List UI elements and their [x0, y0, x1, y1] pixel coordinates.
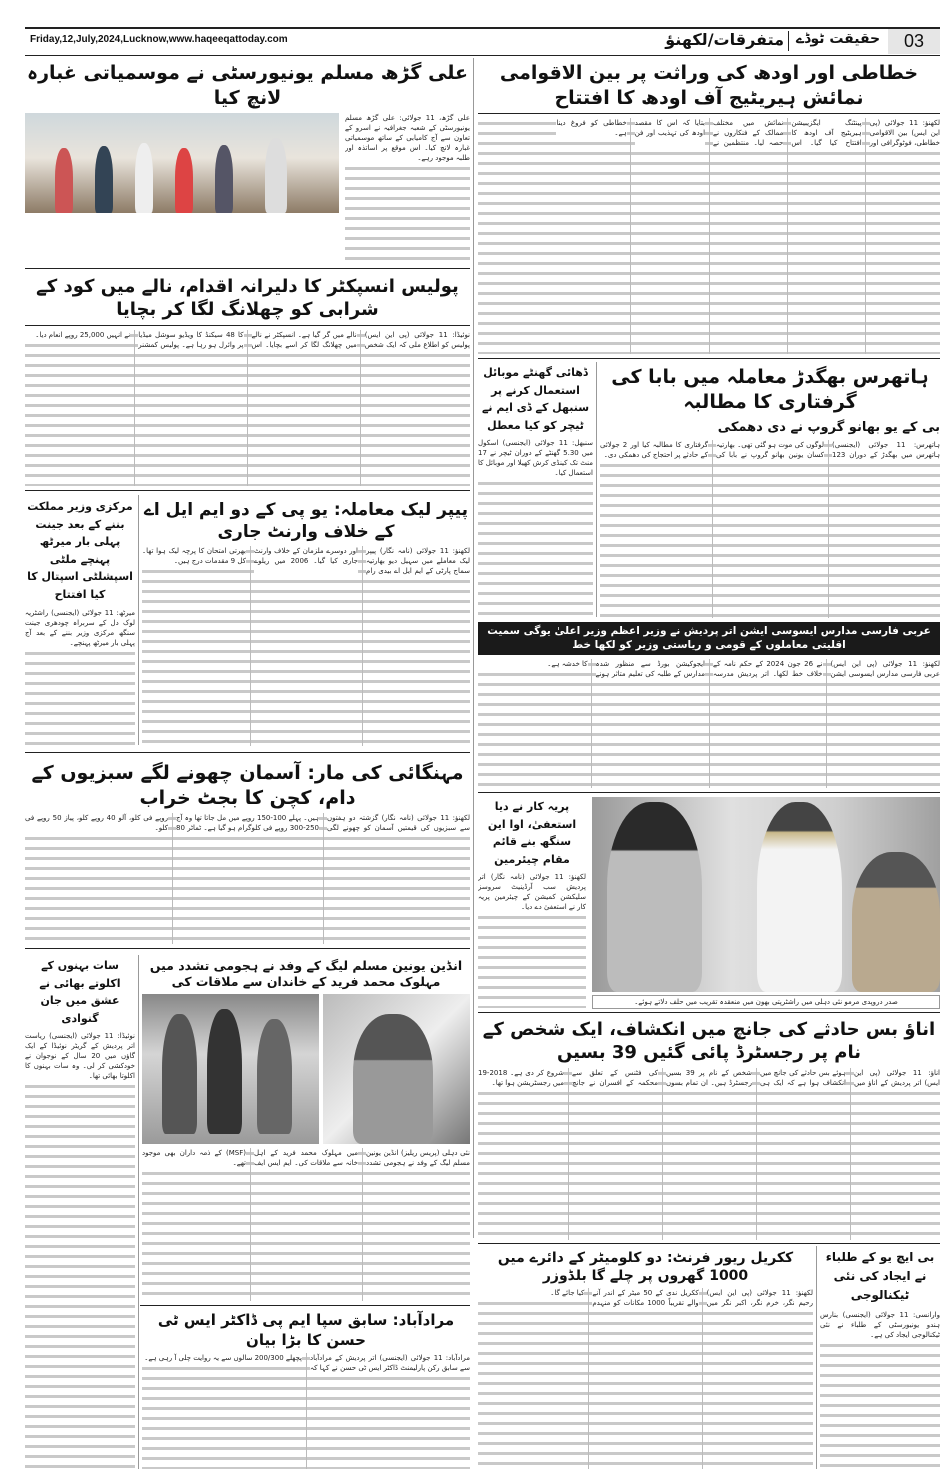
article-body-sambhal: سنبھل: 11 جولائی (ایجنسی) اسکول میں 5.30 گھنٹے کے دوران ٹیچر نے 17 منٹ تک کینڈی کرش کھیلا اور موبائل کا استعمال کیا۔: [478, 438, 593, 618]
article-body-police: نوئیڈا: 11 جولائی (پی این ایس) پولیس کو اطلاع ملی کہ ایک شخص نالے میں گر گیا ہے۔ انسپکٹر نے نالے میں چھلانگ لگا کر اسے بچایا۔ اس کا 48 سیکنڈ کا ویڈیو سوشل میڈیا پر وائرل ہو رہا ہے۔ پولیس کمشنر نے انہیں 25,000 روپے انعام دیا۔: [25, 330, 470, 486]
headline-kukrail: ککریل ریور فرنٹ: دو کلومیٹر کے دائرے میں 1000 گھروں پر چلے گا بلڈوزر: [497, 1250, 794, 1285]
article-body-iuml: نئی دہلی (پریس ریلیز) انڈین یونین مسلم لیگ کے وفد نے ہجومی تشدد میں مہلوک محمد فرید کے اہل خانہ سے ملاقات کی۔ ایم ایس ایف (MSF) کے ذمہ داران بھی موجود تھے۔: [142, 1148, 470, 1302]
article-body-seven-sisters: نوئیڈا: 11 جولائی (ایجنسی) ریاست اتر پردیش کے گریٹر نوئیڈا کے ایک گاؤں میں 20 سال کے نوجوان نے خودکشی کر لی۔ وہ سات بہنوں کا اکلوتا بھائی تھا۔: [25, 1031, 135, 1469]
amu-balloon-photo: [25, 113, 339, 213]
article-unnao: [478, 1015, 940, 1240]
article-iuml: [142, 955, 470, 1301]
article-body-unnao: اناؤ: 11 جولائی (پی این ایس) اتر پردیش کے اناؤ میں ہوئے بس حادثے کی جانچ میں انکشاف ہوا ہے کہ ایک ہی شخص کے نام پر 39 بسیں رجسٹرڈ ہیں۔ ان تمام بسوں کی فٹنس کے تعلق سے محکمہ کے افسران نے جانچ شروع کر دی ہے۔ 2018-19 میں رجسٹریشن ہوا تھا۔: [478, 1068, 940, 1240]
headline-sambhal: ڈھائی گھنٹے موبائل استعمال کرنے پر سنبھل کے ڈی ایم نے ٹیچر کو کیا معطل: [481, 366, 590, 432]
article-heritage: [478, 58, 940, 354]
article-sambhal: [478, 362, 593, 618]
headline-heritage: خطاطی اور اودھ کی وراثت پر بین الاقوامی نمائش ہیریٹیج آف اودھ کا افتتاح: [478, 58, 940, 114]
headline-amu: علی گڑھ مسلم یونیورسٹی نے موسمیاتی غبارہ لانچ کیا: [26, 62, 469, 109]
headline-hathras: ہاتھرس بھگدڑ معاملہ میں بابا کی گرفتاری کا مطالبہ: [611, 366, 929, 413]
headline-priyakar: پریہ کار نے دیا استعفیٰ، اوا این سنگھ بنے قائم مقام چیئرمین: [487, 800, 577, 866]
headline-paperleak: پیپر لیک معاملہ: یو پی کے دو ایم ایل اے کے خلاف وارنٹ جاری: [143, 500, 469, 543]
headline-mehngai: مہنگائی کی مار: آسمان چھونے لگے سبزیوں کے دام، کچن کا بجٹ خراب: [31, 762, 464, 809]
article-kukrail: [478, 1246, 813, 1469]
headline-iuml: انڈین یونین مسلم لیگ کے وفد نے ہجومی تشدد میں مہلوک محمد فرید کے خاندان سے ملاقات کی: [149, 958, 463, 990]
article-body-heritage: لکھنؤ: 11 جولائی (پی این ایس) بین الاقوامی خطاطی، فوٹوگرافی اور پینٹنگ ایگزیبیشن ہیریٹیج آف اودھ کا افتتاح کیا گیا۔ اس نمائش میں مختلف ممالک کے فنکاروں نے حصہ لیا۔ منتظمین نے بتایا کہ اس کا مقصد اودھ کی تہذیب اور فن خطاطی کو فروغ دینا ہے۔: [478, 118, 940, 354]
article-madaris: [478, 622, 940, 788]
headline-police: پولیس انسپکٹر کا دلیرانہ اقدام، نالے میں کود کے شرابی کو چھلانگ لگا کر بچایا: [25, 272, 470, 326]
article-body-amu: علی گڑھ، 11 جولائی: علی گڑھ مسلم یونیورسٹی کے شعبہ جغرافیہ نے اسرو کے تعاون سے آج کامیابی کے ساتھ موسمیاتی غبارہ لانچ کیا۔ اس موقع پر اساتذہ اور طلبہ موجود رہے۔: [345, 113, 470, 265]
article-body-paperleak: لکھنؤ: 11 جولائی (نامہ نگار) پیپر لیک معاملے میں سہیل دیو بھارتیہ سماج پارٹی کے ایم ایل اے بیدی رام اور دوسرے ملزمان کے خلاف وارنٹ جاری کیا گیا۔ 2006 میں ریلوے بھرتی امتحان کا پرچہ لیک ہوا تھا۔ کل 9 مقدمات درج ہیں۔: [142, 546, 470, 746]
newspaper-logo: حقیقت ٹوڈے: [796, 31, 881, 47]
iuml-photo-2: [142, 994, 319, 1144]
article-body-kukrail: لکھنؤ: 11 جولائی (پی این ایس) رحیم نگر، خرم نگر، اکبر نگر میں ککریل ندی کے 50 میٹر کے اندر آنے والے تقریباً 1000 مکانات کو منہدم کیا جائے گا۔: [478, 1288, 813, 1469]
dateline: Friday,12,July,2024,Lucknow,www.haqeeqattoday.com: [30, 34, 288, 45]
article-body-moradabad: مرادآباد: 11 جولائی (ایجنسی) اتر پردیش کے مرادآباد سے سابق رکن پارلیمنٹ ڈاکٹر ایس ٹی حسن نے کہا کہ پچھلے 200/300 سالوں سے یہ روایت چلی آ رہی ہے۔: [142, 1353, 470, 1469]
banner-madaris: عربی فارسی مدارس ایسوسی ایشن اتر پردیش نے وزیر اعظم وزیر اعلیٰ یوگی سمیت اقلیتی معاملوں کے قومی و ریاستی وزیر کو لکھا خط: [478, 622, 940, 655]
article-bhu: [820, 1246, 940, 1469]
article-mehngai: [25, 758, 470, 944]
oath-ceremony-photo: [592, 797, 940, 992]
headline-bhu: بی ایچ یو کے طلباء نے ایجاد کی نئی ٹیکنالوجی: [825, 1250, 935, 1303]
section-title: متفرقات/لکھنؤ: [665, 30, 784, 49]
article-jayant: [25, 496, 135, 746]
article-moradabad: [142, 1308, 470, 1469]
article-amu: [25, 58, 470, 265]
iuml-photo-1: [323, 994, 470, 1144]
headline-unnao: اناؤ بس حادثے کی جانچ میں انکشاف، ایک شخص کے نام پر رجسٹرڈ پائی گئیں 39 بسیں: [482, 1019, 936, 1064]
article-body-madaris: لکھنؤ: 11 جولائی (پی این ایس) عربی فارسی مدارس ایسوسی ایشن نے 26 جون 2024 کے حکم نامہ کے خلاف خط لکھا۔ اتر پردیش مدرسہ ایجوکیشن بورڈ سے منظور شدہ مدارس کے طلبہ کی تعلیم متاثر ہونے کا خدشہ ہے۔: [478, 659, 940, 788]
article-body-jayant: میرٹھ: 11 جولائی (ایجنسی) راشٹریہ لوک دل کے سربراہ چودھری جینت سنگھ مرکزی وزیر بننے کے بعد آج پہلی بار میرٹھ پہنچے۔: [25, 608, 135, 746]
photo-caption: صدر دروپدی مرمو نئی دہلی میں راشٹرپتی بھون میں منعقدہ تقریب میں حلف دلاتے ہوئے۔: [592, 995, 940, 1009]
article-body-hathras: ہاتھرس: 11 جولائی (ایجنسی) ہاتھرس میں بھگدڑ کے دوران 123 لوگوں کی موت ہو گئی تھی۔ بھارتیہ کسان یونین بھانو گروپ نے بابا کی گرفتاری کا مطالبہ کیا اور 2 جولائی کے حادثے پر احتجاج کی دھمکی دی۔: [600, 440, 940, 618]
article-priyakar: [478, 796, 586, 1008]
article-body-priyakar: لکھنؤ: 11 جولائی (نامہ نگار) اتر پردیش سب آرڈینیٹ سروسز سلیکشن کمیشن کے چیئرمین پریہ کار نے استعفیٰ دے دیا۔: [478, 872, 586, 1008]
article-body-bhu: وارانسی: 11 جولائی (ایجنسی) بنارس ہندو یونیورسٹی کے طلباء نے نئی ٹیکنالوجی ایجاد کی ہے۔: [820, 1310, 940, 1469]
article-seven-sisters: [25, 955, 135, 1469]
page-number: 03: [888, 29, 940, 54]
article-hathras: [600, 362, 940, 618]
article-body-mehngai: لکھنؤ: 11 جولائی (نامہ نگار) گزشتہ دو ہفتوں سے سبزیوں کی قیمتیں آسمان کو چھونے لگی ہیں۔ پہلے 100-150 روپے میں مل جاتا تھا وہ آج 250-300 روپے فی کلوگرام ہو گیا ہے۔ ٹماٹر 80 روپے فی کلو، آلو 40 روپے کلو، پیاز 50 روپے فی کلو۔: [25, 813, 470, 944]
headline-moradabad: مرادآباد: سابق سپا ایم پی ڈاکٹر ایس ٹی حسن کا بڑا بیان: [157, 1311, 455, 1349]
article-police: [25, 272, 470, 486]
subhead-hathras: بی کے یو بھانو گروپ نے دی دھمکی: [717, 420, 940, 436]
headline-jayant: مرکزی وزیر مملکت بننے کے بعد جینت پہلی بار میرٹھ پہنچے ملٹی اسپشلٹی اسپتال کا کیا افتتاح: [27, 500, 133, 601]
headline-seven-sisters: سات بہنوں کے اکلوتے بھائی نے عشق میں جان گنوادی: [39, 959, 121, 1025]
article-paperleak: [142, 496, 470, 746]
